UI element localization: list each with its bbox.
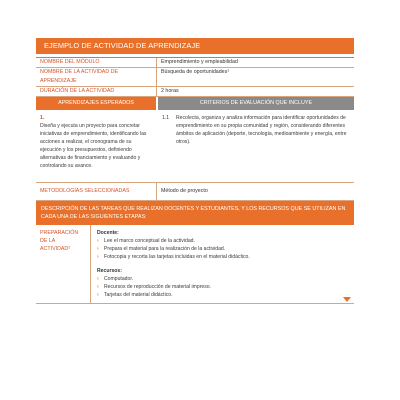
header-aprendizajes: APRENDIZAJES ESPERADOS	[36, 97, 156, 110]
info-value: 2 horas	[161, 88, 179, 94]
info-label: DURACIÓN DE LA ACTIVIDAD	[36, 87, 157, 96]
continue-arrow-icon	[343, 297, 351, 302]
info-value: Emprendimiento y empleabilidad	[161, 59, 238, 65]
list-item: › Fotocopia y recorta las tarjetas incluidas en el material didáctico.	[97, 253, 348, 261]
list-item: › Computador.	[97, 275, 348, 283]
preparacion-row	[36, 225, 354, 304]
aprendizaje-cell	[36, 110, 156, 182]
descripcion-banner: DESCRIPCIÓN DE LAS TAREAS QUE REALIZAN DOCENTES Y ESTUDIANTES, Y LOS RECURSOS QUE SE UTILIZAN EN CADA UNA DE LAS SIGUIENTES ETAPAS:	[36, 201, 354, 225]
info-label: NOMBRE DEL MÓDULO	[36, 58, 157, 67]
info-row-actividad	[36, 68, 354, 87]
metodologias-label: METODOLOGÍAS SELECCIONADAS	[36, 183, 157, 200]
header-criterios: CRITERIOS DE EVALUACIÓN QUE INCLUYE	[156, 97, 354, 110]
table-header	[36, 97, 354, 110]
list-item: › Prepara el material para la realización de la actividad.	[97, 245, 348, 253]
aprendizaje-number: 1.	[40, 115, 45, 121]
criterio-cell	[156, 110, 354, 182]
learning-row	[36, 110, 354, 183]
info-label: NOMBRE DE LA ACTIVIDAD DE APRENDIZAJE	[36, 68, 157, 86]
preparacion-label: PREPARACIÓN DE LA ACTIVIDAD²	[36, 225, 91, 303]
metodologias-row	[36, 183, 354, 201]
list-item: › Tarjetas del material didáctico.	[97, 291, 348, 299]
info-value: Búsqueda de oportunidades¹	[161, 69, 230, 75]
list-item: › Recursos de reproducción de material impreso.	[97, 283, 348, 291]
aprendizaje-text: Diseña y ejecuta un proyecto para concretar iniciativas de emprendimiento, identificando las acciones a realizar, el cronograma de su ejecución y los presupuestos, definiendo alternativas de financiamiento y evaluando y controlando su avance.	[40, 123, 147, 169]
info-row-duracion	[36, 87, 354, 97]
list-item: › Lee el marco conceptual de la actividad.	[97, 237, 348, 245]
info-row-modulo	[36, 58, 354, 68]
docente-title: Docente:	[97, 230, 119, 236]
metodologias-value: Método de proyecto	[161, 188, 208, 194]
criterio-number: 1.1	[162, 115, 170, 121]
document-title-banner: EJEMPLO DE ACTIVIDAD DE APRENDIZAJE	[36, 38, 354, 54]
criterio-text: Recolecta, organiza y analiza información para identificar oportunidades de emprendimiento en su propia comunidad y región, considerando diferentes ámbitos de aplicación (deporte, tecnología, medioambiente y energía, entre otros).	[176, 115, 347, 145]
recursos-title: Recursos:	[97, 268, 122, 274]
preparacion-content	[91, 225, 354, 303]
activity-document	[36, 38, 354, 304]
